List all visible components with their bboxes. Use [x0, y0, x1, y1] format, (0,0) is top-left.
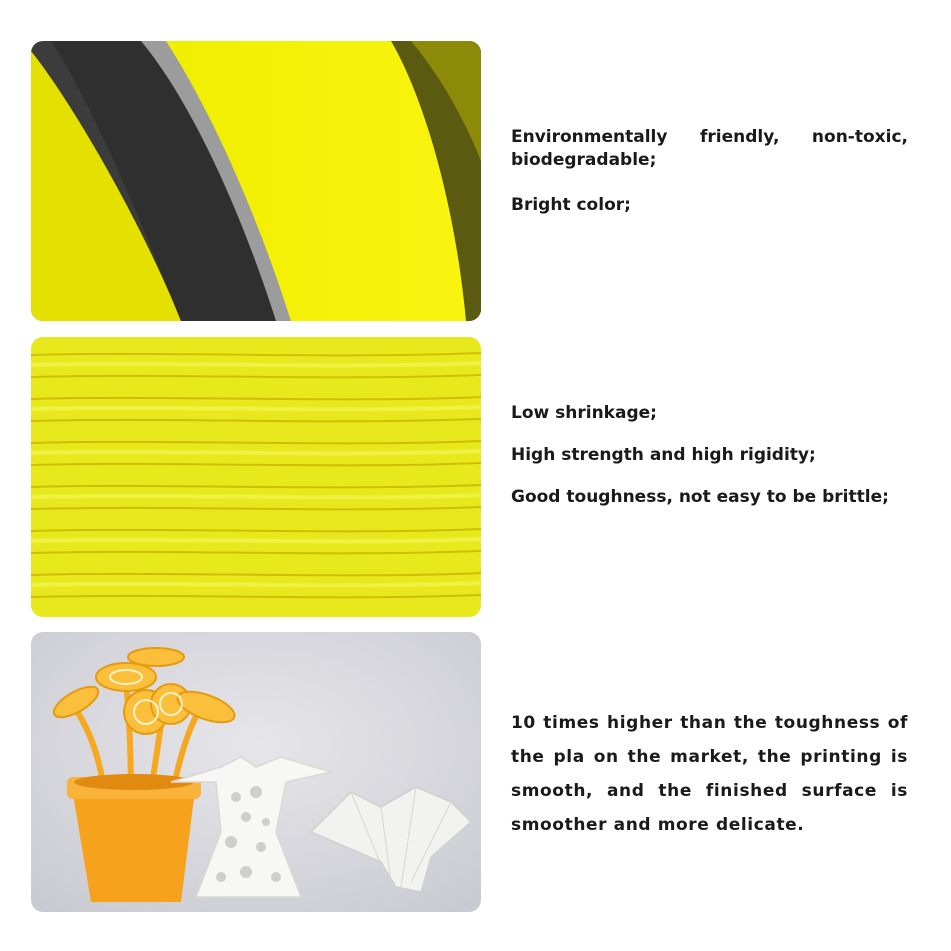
feature-block-printing: [511, 706, 908, 842]
feature-block-environment: [511, 126, 908, 217]
feature-good-toughness: Good toughness, not easy to be brittle;: [511, 487, 889, 507]
feature-block-mechanical: [511, 402, 908, 509]
filament-spool-icon: [31, 41, 481, 321]
printed-models-image: [31, 632, 481, 912]
feature-high-strength: High strength and high rigidity;: [511, 445, 816, 465]
filament-strands-image: [31, 337, 481, 617]
3d-printed-models-icon: [31, 632, 481, 912]
feature-toughness-comparison: 10 times higher than the toughness of the pla on the market, the printing is smooth, and the finished surface is smoother and more delicate.: [511, 713, 908, 835]
filament-strands-icon: [31, 337, 481, 617]
feature-low-shrinkage: Low shrinkage;: [511, 403, 657, 423]
feature-eco-friendly: Environmentally friendly, non-toxic, biodegradable;: [511, 127, 908, 170]
filament-spool-image: [31, 41, 481, 321]
feature-bright-color: Bright color;: [511, 195, 631, 215]
